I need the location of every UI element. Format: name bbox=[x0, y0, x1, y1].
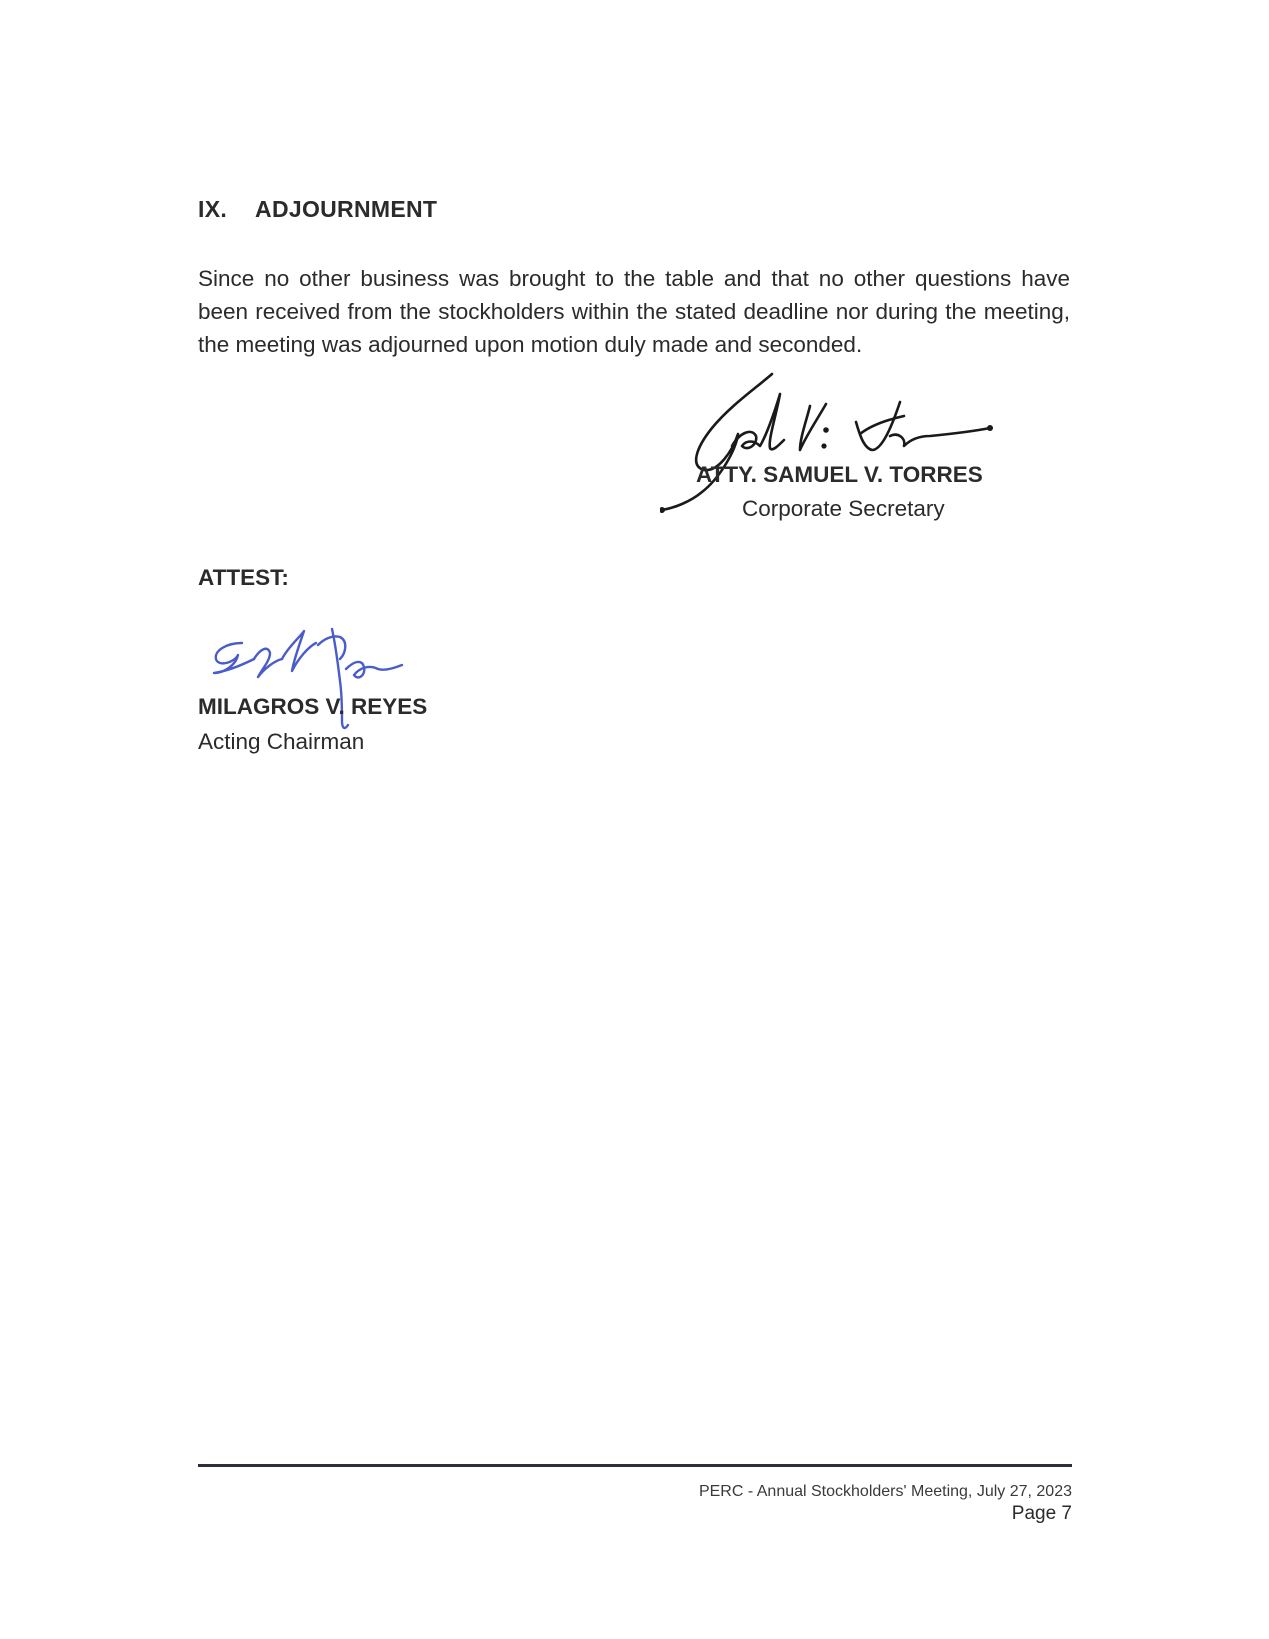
adjournment-paragraph: Since no other business was brought to the table and that no other questions have been received from the stockholders within the stated deadline nor during the meeting, the meeting was adjourned upon motion duly made and seconded. bbox=[198, 266, 1070, 357]
section-number: IX. bbox=[198, 196, 228, 222]
chairman-title: Acting Chairman bbox=[198, 729, 365, 754]
secretary-title: Corporate Secretary bbox=[742, 496, 945, 521]
secretary-signature-block bbox=[660, 366, 1060, 526]
secretary-name: ATTY. SAMUEL V. TORRES bbox=[696, 462, 983, 487]
footer-page-number: Page 7 bbox=[1011, 1503, 1072, 1524]
footer-divider bbox=[198, 1464, 1072, 1467]
section-title: ADJOURNMENT bbox=[255, 196, 438, 222]
chairman-signature-block bbox=[198, 625, 518, 765]
section-heading bbox=[198, 196, 437, 223]
chairman-name: MILAGROS V. REYES bbox=[198, 694, 428, 719]
attest-label: ATTEST: bbox=[198, 565, 289, 590]
page-footer bbox=[699, 1482, 1072, 1526]
footer-document-reference: PERC - Annual Stockholders' Meeting, July 27, 2023 bbox=[698, 1483, 1072, 1500]
